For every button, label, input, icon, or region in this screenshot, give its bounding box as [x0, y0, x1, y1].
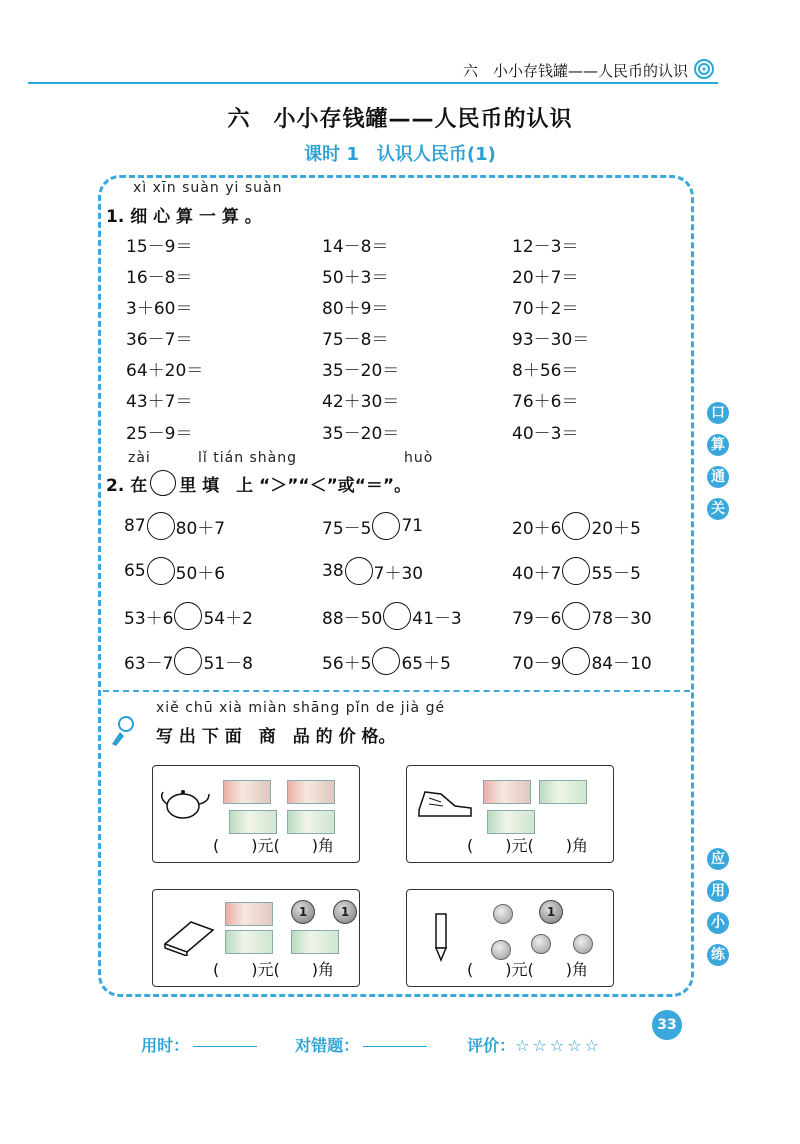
comparison-right: 20＋5	[591, 518, 641, 539]
answer-circle[interactable]	[174, 647, 202, 675]
answer-circle[interactable]	[147, 512, 175, 540]
comparison-left: 63－7	[124, 653, 174, 674]
answer-circle[interactable]	[562, 512, 590, 540]
comparison-item	[124, 647, 253, 675]
coin	[573, 934, 593, 954]
price-answer[interactable]: ( )元( )角	[467, 836, 588, 855]
comparison-item	[124, 512, 225, 540]
answer-circle[interactable]	[372, 512, 400, 540]
comparison-item	[322, 647, 451, 675]
hand-pointer-icon	[104, 714, 138, 748]
banknote-image	[225, 930, 273, 954]
q2-title-prefix: 2. 在	[106, 475, 148, 496]
rating-stars[interactable]: ☆☆☆☆☆	[515, 1036, 602, 1055]
side-tab-guan: 关	[707, 498, 729, 520]
comparison-right: 78－30	[591, 608, 652, 629]
coin-one-yuan: 1	[539, 900, 563, 924]
answer-circle[interactable]	[562, 557, 590, 585]
side-tab-xiao: 小	[707, 912, 729, 934]
price-answer[interactable]: ( )元( )角	[213, 836, 334, 855]
circle-symbol	[150, 470, 176, 496]
equation: 16－8＝	[126, 268, 193, 288]
spiral-icon	[693, 58, 715, 80]
comparison-item	[322, 557, 423, 585]
footer-eval-label: 评价：	[467, 1036, 516, 1055]
running-header: 六 小小存钱罐——人民币的认识	[462, 62, 688, 80]
banknote-image	[287, 810, 335, 834]
comparison-right: 80＋7	[175, 518, 226, 539]
equation: 12－3＝	[512, 237, 579, 257]
comparison-left: 40＋7	[512, 563, 562, 584]
footer-eval	[456, 1014, 602, 1056]
comparison-right: 54＋2	[203, 608, 253, 629]
side-tab-suan: 算	[707, 434, 729, 456]
comparison-item	[322, 512, 423, 540]
answer-circle[interactable]	[174, 602, 202, 630]
section-divider	[103, 690, 690, 692]
comparison-left: 53＋6	[124, 608, 174, 629]
side-tab-tong: 通	[707, 466, 729, 488]
comparison-left: 20＋6	[512, 518, 562, 539]
q2-title	[106, 470, 411, 496]
banknote-image	[229, 810, 277, 834]
price-box-teapot	[152, 765, 360, 863]
banknote-image	[225, 902, 273, 926]
q1-title: 1. 细 心 算 一 算 。	[106, 207, 262, 227]
answer-circle[interactable]	[372, 647, 400, 675]
time-blank[interactable]	[193, 1046, 257, 1047]
comparison-right: 7＋30	[373, 563, 424, 584]
banknote-image	[483, 780, 531, 804]
comparison-right: 84－10	[591, 653, 652, 674]
banknote-image	[223, 780, 271, 804]
comparison-left: 38	[322, 561, 344, 581]
comparison-item	[124, 602, 253, 630]
comparison-left: 65	[124, 561, 146, 581]
q2-pinyin-zai: zài	[128, 450, 151, 466]
shoes-icon	[415, 780, 475, 820]
banknote-image	[287, 780, 335, 804]
banknote-image	[539, 780, 587, 804]
equation: 64＋20＝	[126, 361, 204, 381]
comparison-right: 55－5	[591, 563, 641, 584]
equation: 75－8＝	[322, 330, 389, 350]
footer-time	[130, 1014, 261, 1056]
q3-title: 写 出 下 面 商 品 的 价 格。	[156, 727, 396, 747]
equation: 25－9＝	[126, 424, 193, 444]
teapot-icon	[159, 784, 213, 820]
q2-pinyin-huo: huò	[404, 450, 434, 466]
coin-one-yuan: 1	[291, 900, 315, 924]
comparison-item	[322, 602, 462, 630]
comparison-left: 56＋5	[322, 653, 372, 674]
comparison-item	[512, 557, 641, 585]
equation: 42＋30＝	[322, 392, 400, 412]
q1-pinyin: xì xīn suàn yi suàn	[133, 180, 283, 196]
answer-circle[interactable]	[147, 557, 175, 585]
coin	[493, 904, 513, 924]
comparison-left: 87	[124, 516, 146, 536]
answer-circle[interactable]	[383, 602, 411, 630]
equation: 40－3＝	[512, 424, 579, 444]
side-tab-ying: 应	[707, 848, 729, 870]
equation: 20＋7＝	[512, 268, 579, 288]
q2-title-suffix: 里 填 上 “＞”“＜”或“＝”。	[179, 475, 412, 496]
comparison-right: 65＋5	[401, 653, 451, 674]
equation: 8＋56＝	[512, 361, 579, 381]
equation: 15－9＝	[126, 237, 193, 257]
footer-errors-label: 对错题：	[295, 1036, 360, 1055]
comparison-left: 70－9	[512, 653, 562, 674]
equation: 70＋2＝	[512, 299, 579, 319]
price-box-book	[152, 889, 360, 987]
side-tab-yong: 用	[707, 880, 729, 902]
comparison-item	[512, 647, 652, 675]
equation: 3＋60＝	[126, 299, 193, 319]
header-rule	[28, 82, 718, 84]
price-answer[interactable]: ( )元( )角	[467, 960, 588, 979]
equation: 35－20＝	[322, 361, 400, 381]
page-number: 33	[652, 1010, 682, 1040]
answer-circle[interactable]	[562, 647, 590, 675]
comparison-item	[512, 512, 641, 540]
equation: 43＋7＝	[126, 392, 193, 412]
comparison-left: 79－6	[512, 608, 562, 629]
side-tab-kou: 口	[707, 402, 729, 424]
banknote-image	[291, 930, 339, 954]
equation: 76＋6＝	[512, 392, 579, 412]
footer-time-label: 用时：	[141, 1036, 190, 1055]
comparison-left: 88－50	[322, 608, 383, 629]
equation: 80＋9＝	[322, 299, 389, 319]
pencil-icon	[431, 912, 451, 962]
equation: 14－8＝	[322, 237, 389, 257]
lesson-subtitle: 课时 1 认识人民币(1)	[304, 144, 496, 165]
page-title: 六 小小存钱罐——人民币的认识	[227, 107, 573, 132]
price-box-pencil	[406, 889, 614, 987]
comparison-right: 50＋6	[175, 563, 226, 584]
answer-circle[interactable]	[562, 602, 590, 630]
footer-errors	[284, 1014, 431, 1056]
price-box-shoes	[406, 765, 614, 863]
equation: 50＋3＝	[322, 268, 389, 288]
comparison-right: 51－8	[203, 653, 253, 674]
book-icon	[161, 916, 217, 956]
banknote-image	[487, 810, 535, 834]
comparison-item	[124, 557, 225, 585]
equation: 36－7＝	[126, 330, 193, 350]
errors-blank[interactable]	[363, 1046, 427, 1047]
answer-circle[interactable]	[345, 557, 373, 585]
q3-pinyin: xiě chū xià miàn shāng pǐn de jià gé	[156, 700, 446, 716]
coin-one-yuan: 1	[333, 900, 357, 924]
comparison-item	[512, 602, 652, 630]
side-tab-lian: 练	[707, 944, 729, 966]
q2-pinyin-li: lǐ tián shàng	[198, 450, 298, 466]
price-answer[interactable]: ( )元( )角	[213, 960, 334, 979]
coin	[531, 934, 551, 954]
equation: 93－30＝	[512, 330, 590, 350]
comparison-left: 75－5	[322, 518, 372, 539]
equation: 35－20＝	[322, 424, 400, 444]
comparison-right: 41－3	[412, 608, 462, 629]
comparison-right: 71	[401, 516, 424, 536]
